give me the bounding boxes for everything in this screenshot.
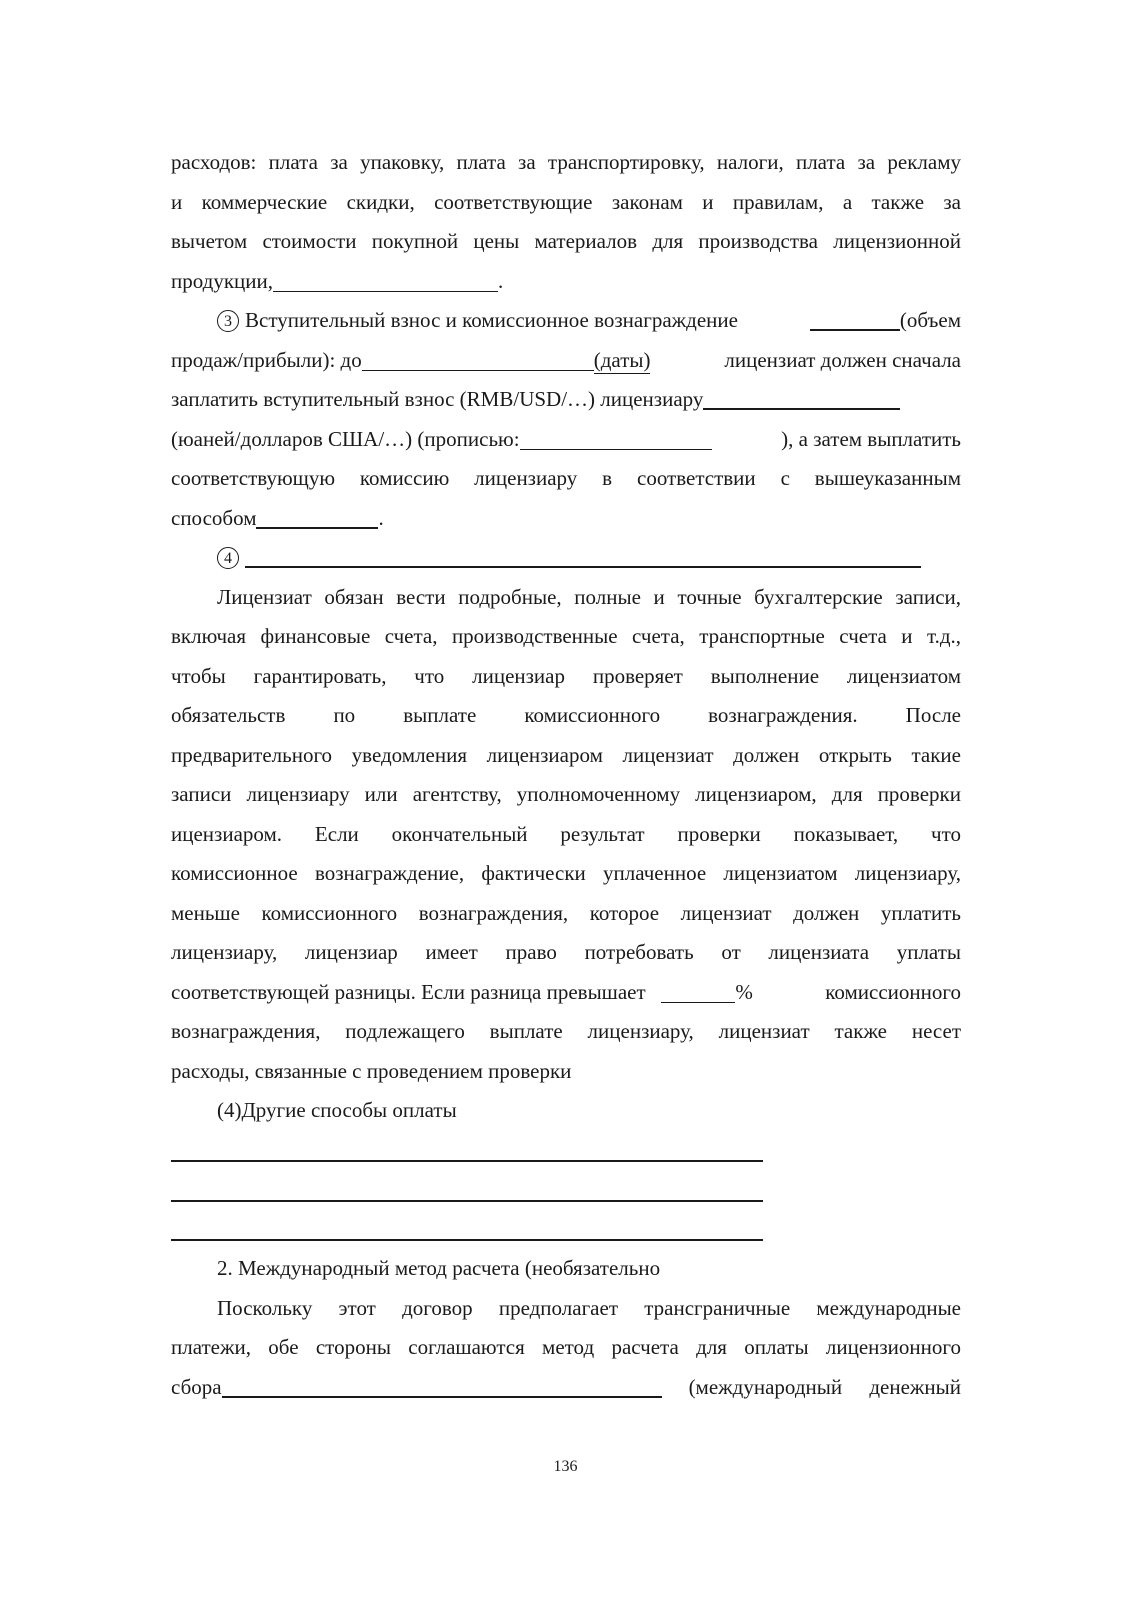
text-span: продукции, [171, 268, 273, 293]
text-span: заплатить вступительный взнос (RMB/USD/…) лицензиару [171, 387, 704, 411]
text-line [171, 933, 961, 973]
text-line [171, 1012, 961, 1052]
text-span: . [498, 268, 504, 293]
text-span: предварительного уведомления лицензиаром лицензиат должен открыть такие [171, 742, 961, 767]
text-span: . [378, 505, 384, 530]
blank-field [171, 1160, 763, 1162]
text-line [171, 380, 961, 420]
text-line [171, 222, 961, 262]
blank-field [520, 425, 712, 450]
text-line [171, 341, 961, 381]
text-span: чтобы гарантировать, что лицензиар проверяет выполнение лицензиатом [171, 663, 961, 688]
text-line [171, 973, 961, 1013]
text-line [171, 854, 961, 894]
text-line [171, 420, 961, 460]
text-span: лицензиару, лицензиар имеет право потребовать от лицензиата уплаты [171, 940, 961, 964]
text-line [171, 301, 961, 341]
text-span: (4)Другие способы оплаты [217, 1098, 457, 1122]
text-line [171, 617, 961, 657]
text-span: % [735, 979, 753, 1004]
text-span: (юаней/долларов США/…) (прописью: [171, 426, 520, 451]
text-span: записи лицензиару или агентству, уполномоченному лицензиаром, для проверки [171, 782, 961, 806]
text-span: расходы, связанные с проведением проверки [171, 1058, 572, 1083]
blank-field [222, 1372, 662, 1398]
text-span: расходов: плата за упаковку, плата за транспортировку, налоги, плата за рекламу [171, 150, 961, 174]
section-heading [171, 1249, 961, 1289]
text-line [171, 1091, 961, 1131]
text-line [171, 578, 961, 618]
text-span: (объем [899, 308, 961, 332]
blank-field [245, 542, 921, 568]
text-span: способом [171, 505, 257, 530]
text-span-right [810, 301, 961, 341]
text-line [171, 499, 961, 539]
text-span: комиссионное вознаграждение, фактически уплаченное лицензиатом лицензиару, [171, 861, 961, 885]
text-span: и коммерческие скидки, соответствующие законам и правилам, а также за [171, 189, 961, 214]
text-span: ), а затем выплатить [781, 426, 961, 451]
text-span: обязательств по выплате комиссионного вознаграждения. После [171, 703, 961, 727]
text-span: соответствующую комиссию лицензиару в соответствии с вышеуказанным [171, 466, 961, 490]
text-span: 2. Международный метод расчета (необязательно [217, 1256, 661, 1280]
text-span: вознаграждения, подлежащего выплате лицензиару, лицензиат также несет [171, 1019, 961, 1043]
fill-line-row [171, 1210, 961, 1250]
text-line [171, 459, 961, 499]
blank-field [810, 305, 900, 331]
text-line [171, 183, 961, 223]
text-line [171, 1368, 961, 1408]
blank-field [362, 346, 594, 371]
text-span: меньше комиссионного вознаграждения, которое лицензиат должен уплатить [171, 900, 961, 925]
text-span: платежи, обе стороны соглашаются метод расчета для оплаты лицензионного [171, 1335, 961, 1359]
blank-field [273, 267, 498, 292]
underlined-text: (даты) [593, 347, 651, 372]
text-span: лицензиат должен сначала [724, 347, 961, 372]
text-span: Лицензиат обязан вести подробные, полные и точные бухгалтерские записи, [217, 584, 961, 609]
text-line [171, 1289, 961, 1329]
text-line [171, 538, 961, 578]
text-line [171, 775, 961, 815]
text-span: продаж/прибыли): до [171, 347, 362, 372]
text-line [171, 815, 961, 855]
text-line [171, 143, 961, 183]
text-line [171, 262, 961, 302]
blank-field [171, 1200, 763, 1202]
text-line [171, 736, 961, 776]
blank-field [661, 978, 735, 1003]
text-span: ицензиаром. Если окончательный результат проверки показывает, что [171, 821, 961, 846]
text-line [171, 894, 961, 934]
circled-number: 4 [217, 547, 239, 569]
text-span: (международный денежный [688, 1374, 961, 1399]
text-span: сбора [171, 1374, 222, 1399]
page-number: 136 [553, 1458, 578, 1475]
text-line [171, 696, 961, 736]
blank-field [703, 384, 900, 410]
text-span: вычетом стоимости покупной цены материалов для производства лицензионной [171, 229, 961, 253]
text-span: комиссионного [825, 979, 961, 1004]
text-span: включая финансовые счета, производственные счета, транспортные счета и т.д., [171, 624, 961, 648]
text-line [171, 1052, 961, 1092]
fill-line-row [171, 1170, 961, 1210]
blank-field [256, 503, 378, 529]
fill-line-row [171, 1131, 961, 1171]
text-span: соответствующей разницы. Если разница превышает [171, 979, 646, 1004]
text-line [171, 657, 961, 697]
text-line [171, 1328, 961, 1368]
text-span: Вступительный взнос и комиссионное вознаграждение [245, 308, 738, 332]
document-body [171, 143, 961, 1407]
blank-field [171, 1239, 763, 1241]
circled-number: 3 [217, 310, 239, 332]
text-span: Поскольку этот договор предполагает трансграничные международные [217, 1295, 961, 1320]
